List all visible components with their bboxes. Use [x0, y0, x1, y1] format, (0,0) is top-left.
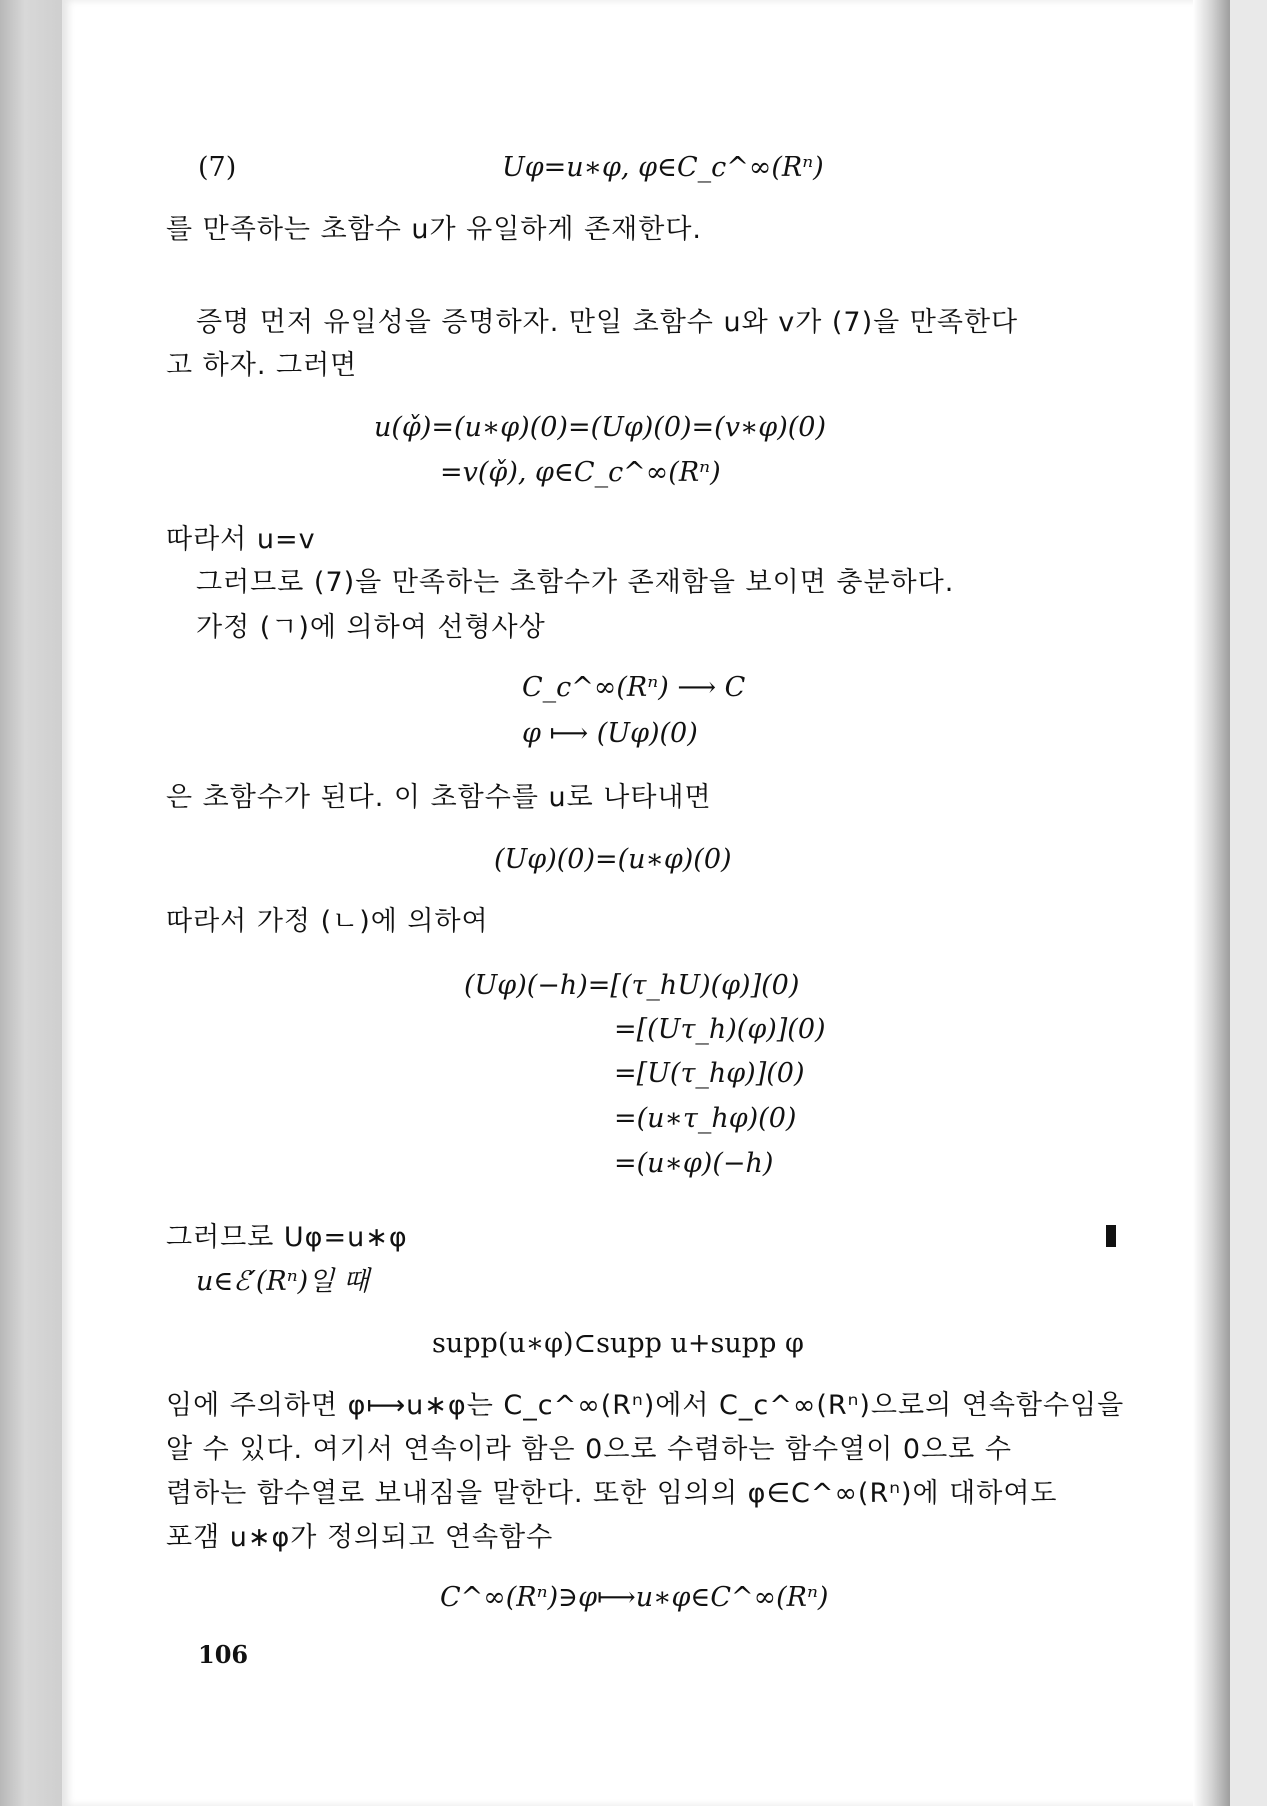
book-left-edge — [0, 0, 62, 1806]
equation-number: (7) — [198, 152, 237, 183]
text-line: 알 수 있다. 여기서 연속이라 함은 0으로 수렴하는 함수열이 0으로 수 — [166, 1434, 1012, 1465]
text-line: 렴하는 함수열로 보내짐을 말한다. 또한 임의의 φ∈C^∞(Rⁿ)에 대하여도 — [166, 1478, 1058, 1509]
text-line: 은 초함수가 된다. 이 초함수를 u로 나타내면 — [166, 782, 712, 813]
equation-line: φ ⟼ (Uφ)(0) — [522, 718, 698, 749]
equation-line: =[(Uτ_h)(φ)](0) — [614, 1014, 826, 1045]
equation-line: =(u∗τ_hφ)(0) — [614, 1103, 797, 1134]
equation-line: u(φ̌)=(u∗φ)(0)=(Uφ)(0)=(v∗φ)(0) — [374, 412, 826, 443]
equation-line: =v(φ̌), φ∈C_c^∞(Rⁿ) — [440, 457, 721, 488]
text-line: 고 하자. 그러면 — [166, 350, 358, 381]
qed-mark — [1106, 1225, 1116, 1247]
equation-7: Uφ=u∗φ, φ∈C_c^∞(Rⁿ) — [502, 152, 824, 183]
equation-line: (Uφ)(0)=(u∗φ)(0) — [494, 844, 732, 875]
text-line: 임에 주의하면 φ⟼u∗φ는 C_c^∞(Rⁿ)에서 C_c^∞(Rⁿ)으로의 연속함수임을 — [166, 1390, 1125, 1421]
text-line: 따라서 가정 (ㄴ)에 의하여 — [166, 906, 489, 937]
equation-line: C^∞(Rⁿ)∋φ⟼u∗φ∈C^∞(Rⁿ) — [440, 1582, 829, 1613]
proof-line: 증명 먼저 유일성을 증명하자. 만일 초함수 u와 v가 (7)을 만족한다 — [196, 307, 1019, 338]
equation-line: =(u∗φ)(−h) — [614, 1148, 774, 1179]
equation-line: =[U(τ_hφ)](0) — [614, 1058, 805, 1089]
book-right-edge — [1193, 0, 1230, 1806]
text-line: 포갬 u∗φ가 정의되고 연속함수 — [166, 1522, 554, 1553]
equation-line: supp(u∗φ)⊂supp u+supp φ — [432, 1328, 804, 1359]
text-line: 따라서 u=v — [166, 524, 316, 555]
equation-line: C_c^∞(Rⁿ) ⟶ C — [522, 672, 746, 703]
equation-line: (Uφ)(−h)=[(τ_hU)(φ)](0) — [464, 970, 800, 1001]
text-line: 그러므로 (7)을 만족하는 초함수가 존재함을 보이면 충분하다. — [196, 567, 955, 598]
text-line: u∈ℰ′(Rⁿ)일 때 — [196, 1266, 369, 1297]
text-line: 그러므로 Uφ=u∗φ — [166, 1222, 408, 1253]
page-number: 106 — [198, 1640, 249, 1669]
text-line: 를 만족하는 초함수 u가 유일하게 존재한다. — [166, 214, 703, 245]
text-line: 가정 (ㄱ)에 의하여 선형사상 — [196, 612, 546, 643]
